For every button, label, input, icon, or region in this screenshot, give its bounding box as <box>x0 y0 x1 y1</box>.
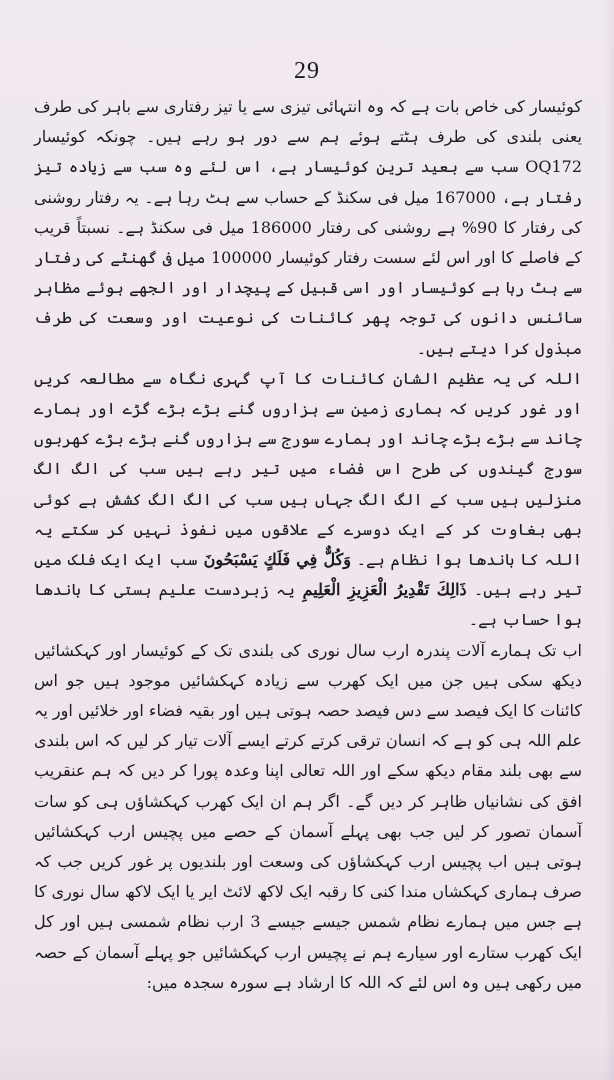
paragraph-universe-text: اللہ کی یہ عظیم الشان کائنات کا آپ گہری نگاہ سے مطالعہ کریں اور غور کریں کہ ہماری زمین سے ہزاروں گنے بڑے بڑے گڑے اور ہمارے چاند سے بڑے بڑے چاند اور ہمارے سورج سے ہزاروں گنے بڑے بڑے کھربوں سورج گیندوں کی طرح اس فضاء میں تیر رہے ہیں سب کی الگ الگ منزلیں ہیں سب کے الگ الگ جہاں ہیں سب کی الگ الگ کشش ہے کوئی بھی بغاوت کر کے ایک دوسرے کے علاقوں میں نفوذ نہیں کر سکتے یہ اللہ کا باندھا ہوا نظام ہے۔ <box>34 368 583 570</box>
page-bottom-shadow <box>0 1040 614 1080</box>
ayah-each-in-orbit: وَكُلٌّ فِي فَلَكٍ يَسْبَحُونَ <box>197 550 351 570</box>
ayah-translation-orbit: سب ایک ایک فلک میں تیر رہے ہیں۔ <box>34 550 582 600</box>
page-edge-shadow <box>604 0 614 1080</box>
paragraph-instruments-galaxies <box>34 636 582 998</box>
paragraph-universe-system <box>34 364 582 636</box>
body-text <box>34 92 582 998</box>
paragraph-instruments-text: اب تک ہمارے آلات پندرہ ارب سال نوری کی بلندی تک کے کوئیسار اور کہکشائیں دیکھ سکی ہیں جن میں ایک کھرب سے زیادہ کہکشائیں موجود ہیں جو اس کائنات کا ایک فیصد سے دس فیصد حصہ ہوتی ہیں اور بقیہ فضاء اور خلائیں اور یہ علم اللہ ہی کو ہے کہ انسان ترقی کرتے کرتے ایسے آلات تیار کر لیں کہ اس بلندی سے بھی بلند مقام دیکھ سکے اور اللہ تعالی اپنا وعدہ پورا کر دیں کہ ہم عنقریب افق کی نشانیاں ظاہر کر دیں گے۔ اگر ہم ان ایک کھرب کہکشاؤں ہی کو سات آسمان تصور کر لیں جب بھی پہلے آسمان کے حصے میں پچیس ارب کہکشائیں ہوتی ہیں اب پچیس ارب کہکشاؤں کی وسعت اور بلندیوں پر غور کریں جب کہ صرف ہماری کہکشاں مندا کنی کا رقبہ ایک لاکھ لائٹ ایر یا ایک لاکھ سال نوری کا ہے جس میں ہمارے نظام شمس جیسے جیسے 3 ارب نظام شمسی ہیں اور کل ایک کھرب ستارے اور سیارے ہم نے پچیس ارب کہکشائیں جو پہلے آسمان کے حصہ میں رکھی ہیں وہ اس لئے کہ اللہ کا ارشاد ہے سورہ سجدہ میں: <box>34 640 583 992</box>
ayah-translation-decree: یہ زبردست علیم ہستی کا باندھا ہوا حساب ہے۔ <box>34 580 582 630</box>
page-number: 29 <box>294 58 320 84</box>
ayah-decree-of-almighty: ذَالِكَ تَقْدِيرُ الْعَزِيزِ الْعَلِيمِ <box>294 580 467 600</box>
paragraph-quasars <box>34 92 582 364</box>
paragraph-quasars-text: کوئیسار کی خاص بات ہے کہ وہ انتہائی تیزی سے یا تیز رفتاری سے باہر کی طرف یعنی بلندی کی طرف ہٹتے ہوئے ہم سے دور ہو رہے ہیں۔ چونکہ کوئیسار OQ172 سب سے بعید ترین کوئیسار ہے، اس لئے وہ سب سے زیادہ تیز رفتار ہے، 167000 میل فی سکنڈ کے حساب سے ہٹ رہا ہے۔ یہ رفتار روشنی کی رفتار کا 90% ہے روشنی کی رفتار 186000 میل فی سکنڈ ہے۔ نسبتاً قریب کے فاصلے کا اور اس لئے سست رفتار کوئیسار 100000 میل فی گھنٹے کی رفتار سے ہٹ رہا ہے کوئیسار اور اسی قبیل کے پیچدار اور الجھے ہوئے مظاہر سائنس دانوں کی توجہ پھر کائنات کی نوعیت اور وسعت کی طرف مبذول کرا دیتے ہیں۔ <box>34 97 583 358</box>
